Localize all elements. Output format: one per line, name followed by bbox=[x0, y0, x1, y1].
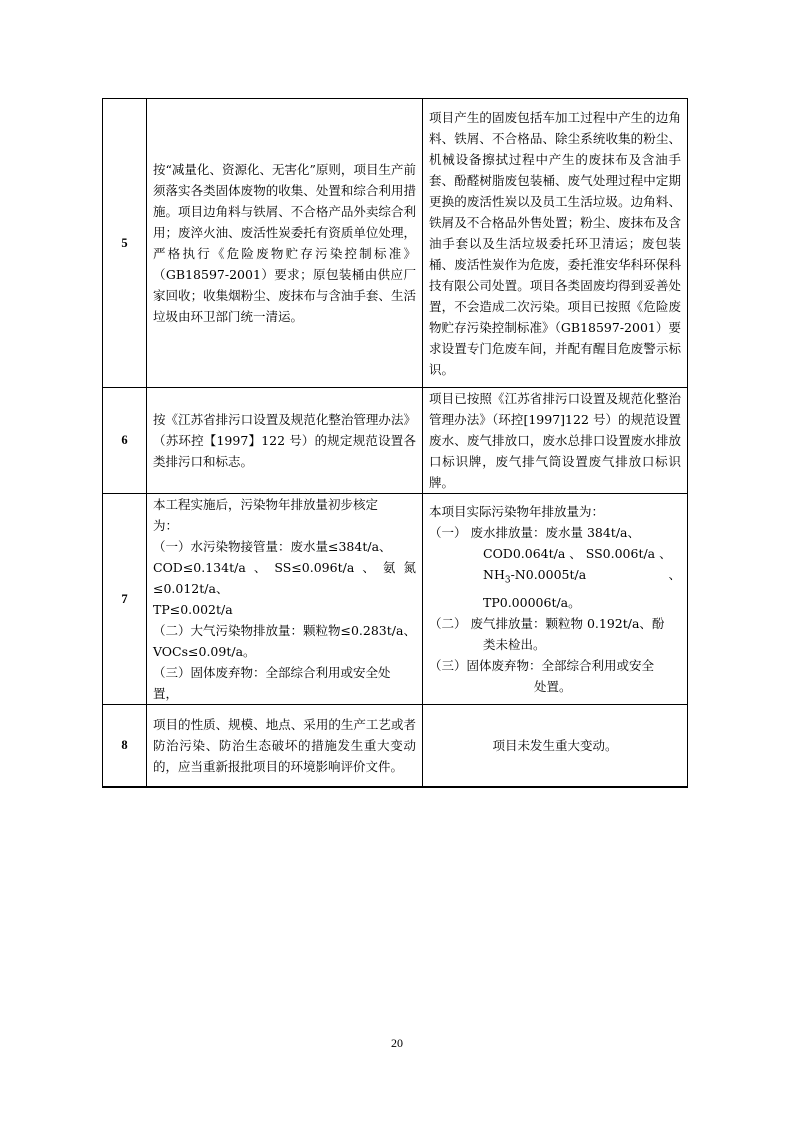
actual-cell: 项目已按照《江苏省排污口设置及规范化整治管理办法》（环控[1997]122 号）的规范设置废水、废气排放口，废水总排口设置废水排放口标识牌，废气排气筒设置废气排放口标识牌。 bbox=[423, 388, 688, 494]
requirement-cell: 按“减量化、资源化、无害化”原则，项目生产前须落实各类固体废物的收集、处置和综合利用措施。项目边角料与铁屑、不合格产品外卖综合利用；废淬火油、废活性炭委托有资质单位处理，严格执行《危险废物贮存污染控制标准》（GB18597-2001）要求；原包装桶由供应厂家回收；收集烟粉尘、废抹布与含油手套、生活垃圾由环卫部门统一清运。 bbox=[147, 99, 423, 388]
subscript-3: 3 bbox=[504, 575, 511, 586]
requirement-cell: 按《江苏省排污口设置及规范化整治管理办法》（苏环控【1997】122 号）的规定规范设置各类排污口和标志。 bbox=[147, 388, 423, 494]
actual-line: （一） 废水排放量：废水量 384t/a、 bbox=[429, 525, 640, 541]
actual-line: （二） 废气排放量：颗粒物 0.192t/a、酚 bbox=[429, 615, 665, 631]
requirement-line: TP≤0.002t/a bbox=[153, 602, 233, 617]
table-row bbox=[103, 99, 688, 388]
table-row bbox=[103, 705, 688, 787]
requirement-line: （二）大气污染物排放量：颗粒物≤0.283t/a、 bbox=[153, 623, 416, 638]
actual-line: 类未检出。 bbox=[483, 636, 546, 652]
table-row bbox=[103, 494, 688, 705]
requirement-line: COD≤0.134t/a、SS≤0.096t/a、氨氮≤0.012t/a、 bbox=[153, 560, 416, 596]
requirement-cell: 项目的性质、规模、地点、采用的生产工艺或者防治污染、防治生态破坏的措施发生重大变动的，应当重新报批项目的环境影响评价文件。 bbox=[147, 705, 423, 787]
actual-cell: 项目未发生重大变动。 bbox=[423, 705, 688, 787]
requirement-line: 置， bbox=[153, 686, 179, 701]
actual-line: $NH_3-N0.0005t/a$、TP0.00006t/a。 bbox=[483, 567, 681, 610]
row-number: 8 bbox=[103, 705, 147, 787]
requirement-line: （一）水污染物接管量：废水量≤384t/a、 bbox=[153, 539, 392, 554]
row-number: 7 bbox=[103, 494, 147, 705]
table-row bbox=[103, 388, 688, 494]
requirements-table bbox=[102, 98, 688, 788]
actual-cell bbox=[423, 494, 688, 705]
page-number: 20 bbox=[391, 1036, 403, 1050]
actual-line: 本项目实际污染物年排放量为： bbox=[429, 504, 605, 520]
actual-line: COD0.064t/a 、 SS0.006t/a 、 bbox=[483, 546, 672, 562]
actual-line: （三）固体废弃物：全部综合利用或安全 bbox=[429, 657, 655, 673]
requirement-cell bbox=[147, 494, 423, 705]
actual-line: 处置。 bbox=[534, 678, 572, 694]
actual-cell: 项目产生的固废包括车加工过程中产生的边角料、铁屑、不合格品、除尘系统收集的粉尘、机械设备擦拭过程中产生的废抹布及含油手套、酚醛树脂废包装桶、废气处理过程中定期更换的废活性炭以及员工生活垃圾。边角料、铁屑及不合格品外售处置；粉尘、废抹布及含油手套以及生活垃圾委托环卫清运；废包装桶、废活性炭作为危废，委托淮安华科环保科技有限公司处置。项目各类固废均得到妥善处置，不会造成二次污染。项目已按照《危险废物贮存污染控制标准》（GB18597-2001）要求设置专门危废车间，并配有醒目危废警示标识。 bbox=[423, 99, 688, 388]
requirement-line: （三）固体废弃物：全部综合利用或安全处 bbox=[153, 665, 391, 680]
row-number: 5 bbox=[103, 99, 147, 388]
requirement-line: 为： bbox=[153, 518, 179, 533]
requirement-line: 本工程实施后，污染物年排放量初步核定 bbox=[153, 497, 379, 512]
requirement-line: VOCs≤0.09t/a。 bbox=[153, 644, 256, 659]
row-number: 6 bbox=[103, 388, 147, 494]
